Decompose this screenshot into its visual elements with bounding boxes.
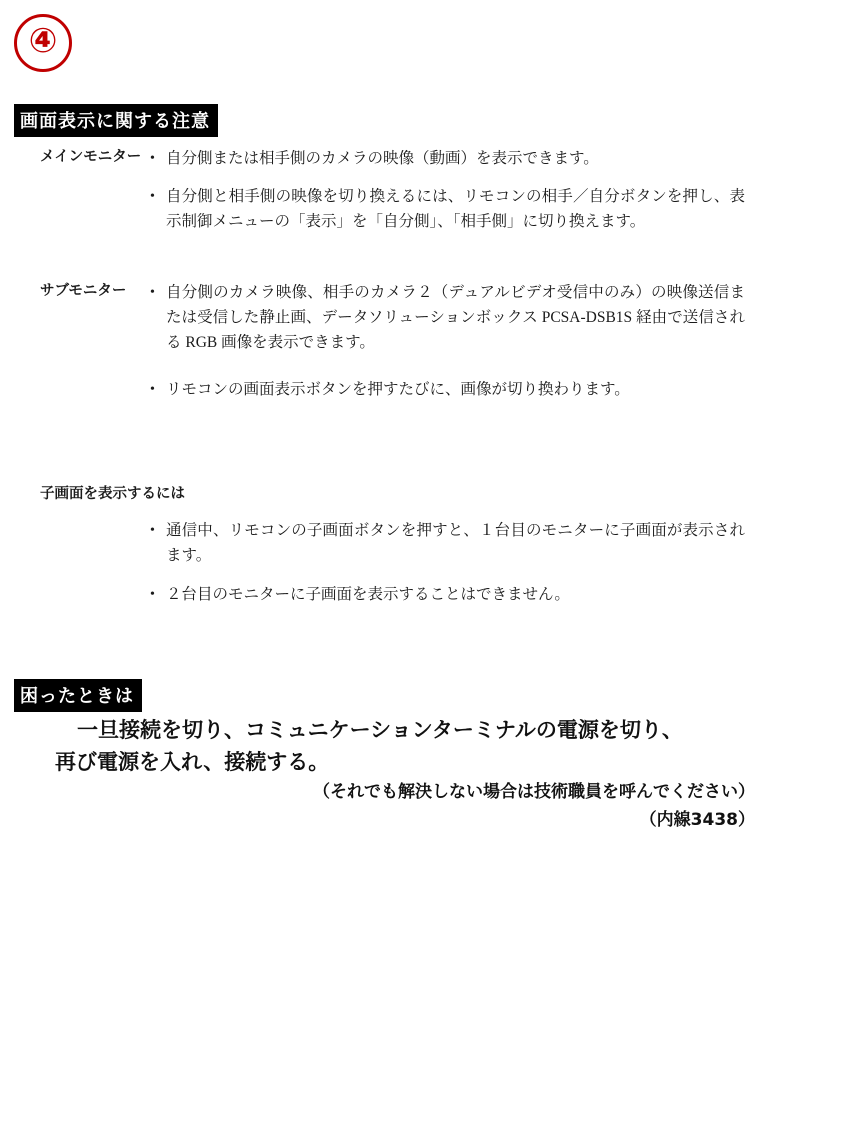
list-item — [150, 377, 745, 402]
list-item-text: 自分側のカメラ映像、相手のカメラ２（デュアルビデオ受信中のみ）の映像送信または受信した静止画、データソリューションボックス PCSA-DSB1S 経由で送信される RGB 画像を表示できます。 — [166, 284, 745, 351]
bullet-icon: • — [150, 523, 155, 538]
definition-row-sub-monitor — [0, 280, 850, 402]
definition-rows — [0, 146, 850, 418]
section-heading-trouble: 困ったときは — [14, 679, 142, 712]
list-item — [150, 184, 745, 234]
subsection-body-pip — [150, 518, 745, 607]
list-item-text: リモコンの画面表示ボタンを押すたびに、画像が切り換わります。 — [166, 381, 630, 398]
list-item — [150, 280, 745, 355]
list-item-text: 自分側または相手側のカメラの映像（動画）を表示できます。 — [166, 150, 599, 167]
term-main-monitor: メインモニター — [40, 149, 142, 165]
list-item — [150, 518, 745, 568]
list-item-text: 通信中、リモコンの子画面ボタンを押すと、１台目のモニターに子画面が表示されます。 — [166, 522, 745, 564]
bullet-icon: • — [150, 151, 155, 166]
list-item — [150, 582, 745, 607]
definition-row-main-monitor — [0, 146, 850, 234]
term-sub-monitor: サブモニター — [40, 283, 127, 299]
bullet-icon: • — [150, 587, 155, 602]
trouble-line-2: 再び電源を入れ、接続する。 — [55, 750, 330, 774]
trouble-extension: （内線3438） — [639, 810, 755, 830]
trouble-note: （それでも解決しない場合は技術職員を呼んでください） — [313, 782, 755, 802]
bullet-icon: • — [150, 189, 155, 204]
list-item-text: 自分側と相手側の映像を切り換えるには、リモコンの相手／自分ボタンを押し、表示制御メニューの「表示」を「自分側」、「相手側」に切り換えます。 — [166, 188, 745, 230]
subsection-heading-pip: 子画面を表示するには — [40, 486, 185, 502]
section-heading-display-notes: 画面表示に関する注意 — [14, 104, 218, 137]
bullet-icon: • — [150, 285, 155, 300]
body-sub-monitor — [150, 280, 850, 402]
bullet-icon: • — [150, 382, 155, 397]
trouble-instructions — [55, 714, 795, 778]
trouble-line-1: 一旦接続を切り、コミュニケーションターミナルの電源を切り、 — [77, 718, 683, 742]
list-item — [150, 146, 745, 171]
page-number-badge: ④ — [14, 14, 72, 72]
list-item-text: ２台目のモニターに子画面を表示することはできません。 — [166, 586, 570, 603]
body-main-monitor — [150, 146, 850, 234]
